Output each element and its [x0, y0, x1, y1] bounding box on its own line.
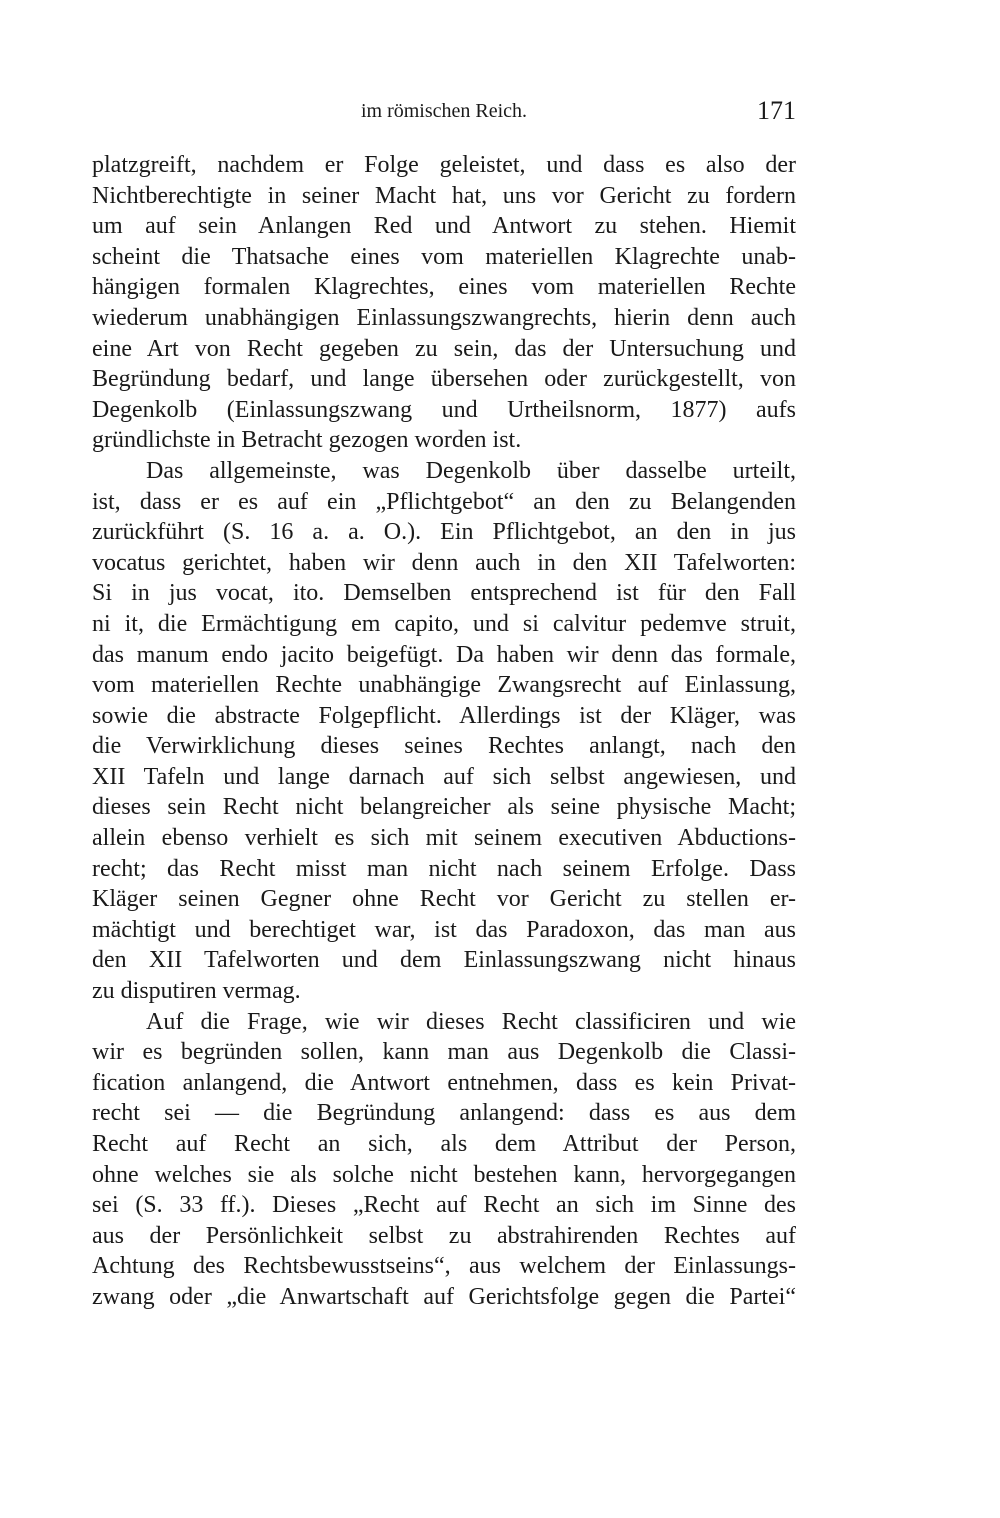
text-line: mächtigt und berechtiget war, ist das Paradoxon, das man aus [92, 916, 796, 943]
text-line: Nichtberechtigte in seiner Macht hat, uns vor Gericht zu fordern [92, 182, 796, 209]
text-line: wir es begründen sollen, kann man aus Degenkolb die Classi- [92, 1039, 796, 1066]
text-line: platzgreift, nachdem er Folge geleistet, und dass es also der [92, 152, 796, 178]
text-line: das manum endo jacito beigefügt. Da haben wir denn das formale, [92, 641, 796, 668]
text-line: aus der Persönlichkeit selbst zu abstrahirenden Rechtes auf [92, 1222, 796, 1249]
text-line: zwang oder „die Anwartschaft auf Gerichtsfolge gegen die Partei“ [92, 1283, 796, 1310]
text-line: zurückführt (S. 16 a. a. O.). Ein Pflichtgebot, an den in jus [92, 519, 796, 546]
text-line: eine Art von Recht gegeben zu sein, das der Untersuchung und [92, 335, 796, 362]
text-line: fication anlangend, die Antwort entnehmen, dass es kein Privat- [92, 1069, 796, 1096]
text-line: Si in jus vocat, ito. Demselben entsprechend ist für den Fall [92, 580, 796, 607]
text-line: wiederum unabhängigen Einlassungszwangrechts, hierin denn auch [92, 304, 796, 331]
text-line: Begründung bedarf, und lange übersehen oder zurückgestellt, von [92, 366, 796, 393]
running-header [92, 96, 796, 136]
text-line: sowie die abstracte Folgepflicht. Allerdings ist der Kläger, was [92, 702, 796, 729]
text-line: Degenkolb (Einlassungszwang und Urtheilsnorm, 1877) aufs [92, 396, 796, 423]
text-line: recht sei — die Begründung anlangend: dass es aus dem [92, 1100, 796, 1127]
running-title: im römischen Reich. [360, 100, 528, 122]
text-line: ohne welches sie als solche nicht bestehen kann, hervorgegangen [92, 1161, 796, 1188]
text-line: Auf die Frage, wie wir dieses Recht classificiren und wie [146, 1008, 796, 1035]
text-line: Das allgemeinste, was Degenkolb über dasselbe urteilt, [146, 457, 796, 484]
text-line: allein ebenso verhielt es sich mit seinem executiven Abductions- [92, 825, 796, 852]
text-line: XII Tafeln und lange darnach auf sich selbst angewiesen, und [92, 763, 796, 790]
text-line: vom materiellen Rechte unabhängige Zwangsrecht auf Einlassung, [92, 672, 796, 699]
book-page [92, 96, 796, 1313]
body-text [92, 150, 796, 1313]
text-line: recht; das Recht misst man nicht nach seinem Erfolge. Dass [92, 855, 796, 882]
paragraph-2 [92, 456, 796, 1007]
text-line: hängigen formalen Klagrechtes, eines vom materiellen Rechte [92, 274, 796, 301]
text-line: um auf sein Anlangen Red und Antwort zu stehen. Hiemit [92, 213, 796, 240]
text-line: zu disputiren vermag. [92, 978, 301, 1005]
text-line: Achtung des Rechtsbewusstseins“, aus welchem der Einlassungs- [92, 1253, 796, 1280]
text-line: gründlichste in Betracht gezogen worden ist. [92, 427, 522, 454]
text-line: sei (S. 33 ff.). Dieses „Recht auf Recht an sich im Sinne des [92, 1192, 796, 1219]
text-line: Kläger seinen Gegner ohne Recht vor Gericht zu stellen er- [92, 886, 796, 913]
text-line: ist, dass er es auf ein „Pflichtgebot“ an den zu Belangenden [92, 488, 796, 515]
text-line: ni it, die Ermächtigung em capito, und si calvitur pedemve struit, [92, 610, 796, 637]
page-number: 171 [757, 96, 796, 125]
text-line: scheint die Thatsache eines vom materiellen Klagrechte unab- [92, 243, 796, 270]
text-line: die Verwirklichung dieses seines Rechtes anlangt, nach den [92, 733, 796, 760]
text-line: dieses sein Recht nicht belangreicher als seine physische Macht; [92, 794, 796, 821]
text-line: vocatus gerichtet, haben wir denn auch in den XII Tafelworten: [92, 549, 796, 576]
text-line: Recht auf Recht an sich, als dem Attribut der Person, [92, 1131, 796, 1157]
paragraph-3 [92, 1007, 796, 1313]
paragraph-1 [92, 150, 796, 456]
text-line: den XII Tafelworten und dem Einlassungszwang nicht hinaus [92, 947, 796, 974]
